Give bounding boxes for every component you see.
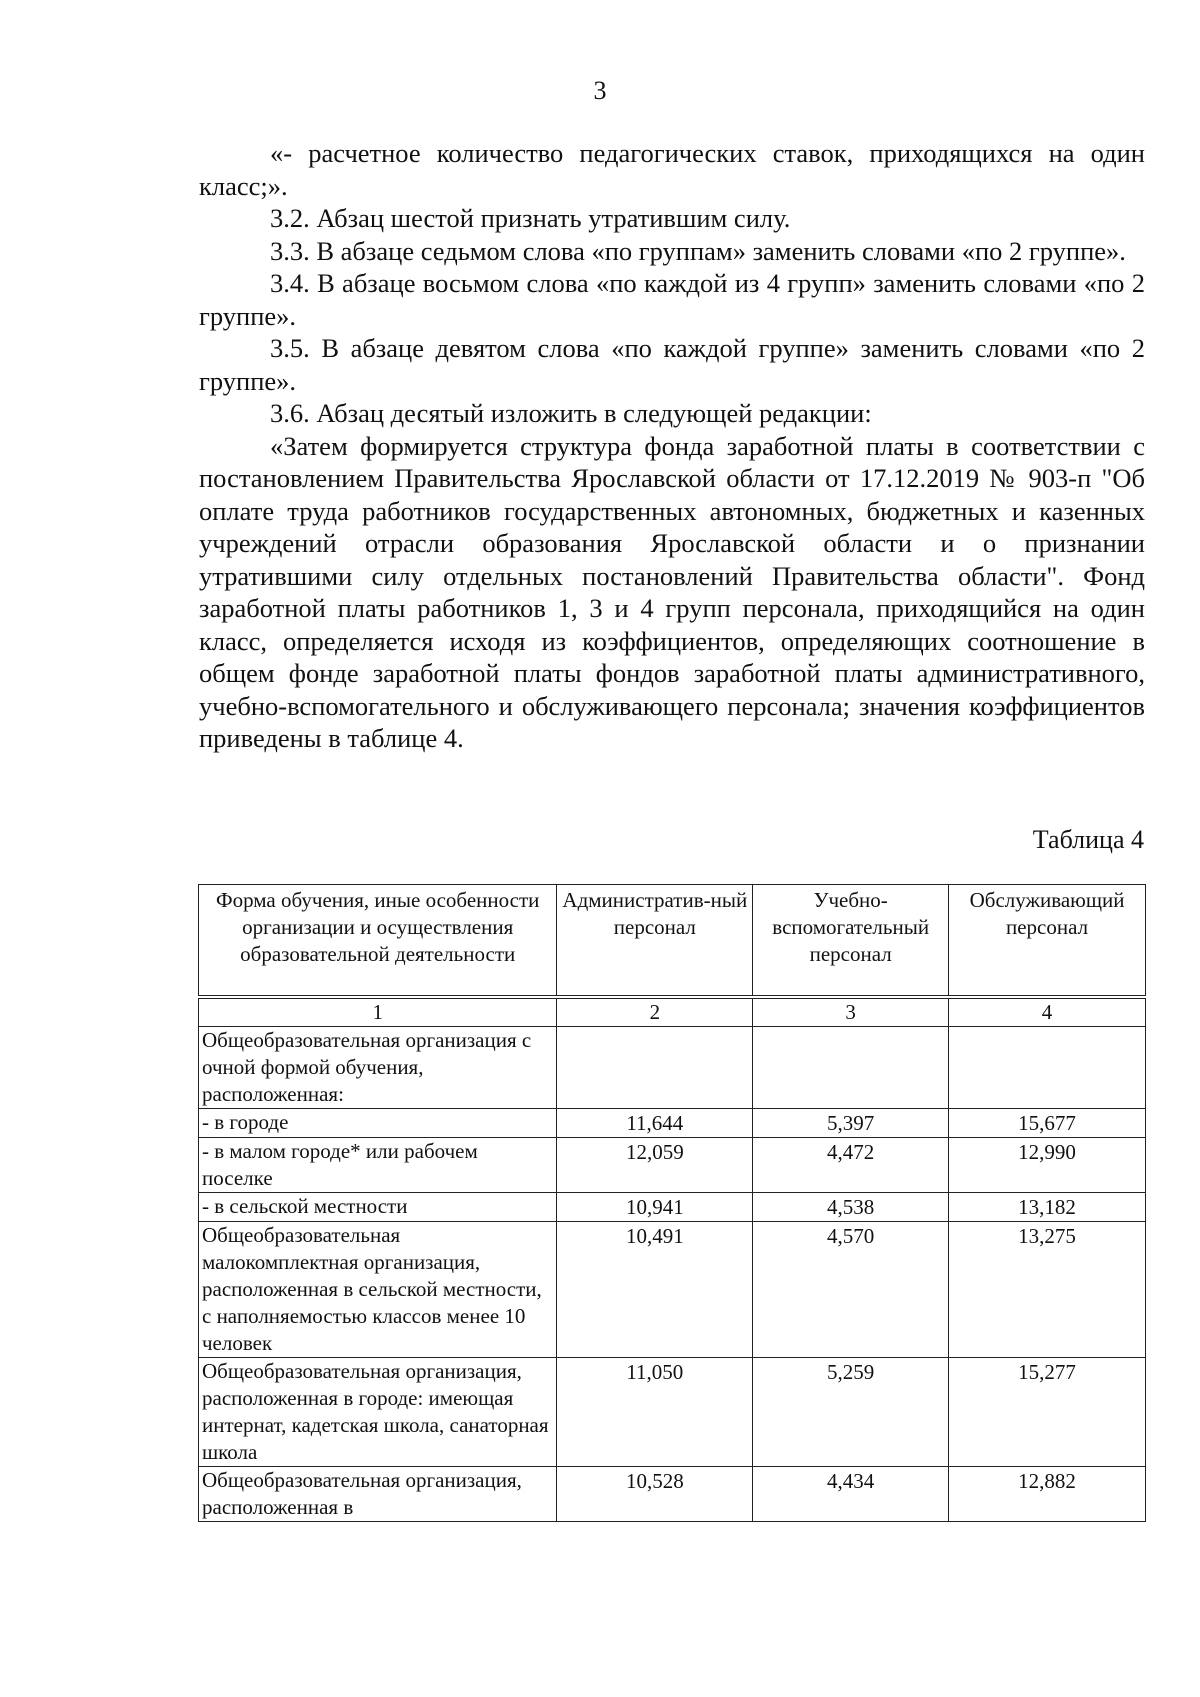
admin-value: 11,644 — [557, 1109, 753, 1138]
service-value — [949, 1027, 1146, 1109]
table-row — [199, 1358, 1146, 1467]
support-value: 4,538 — [753, 1193, 949, 1222]
table-header-row — [199, 885, 1146, 998]
paragraph-3-2: 3.2. Абзац шестой признать утратившим силу. — [270, 203, 791, 233]
header-service: Обслуживающий персонал — [949, 885, 1146, 998]
admin-value: 10,941 — [557, 1193, 753, 1222]
service-value: 15,277 — [949, 1358, 1146, 1467]
paragraph-3-6: 3.6. Абзац десятый изложить в следующей редакции: — [270, 398, 872, 428]
coefficients-table — [198, 884, 1146, 1522]
paragraph-quote: «Затем формируется структура фонда заработной платы в соответствии с постановлением Правительства Ярославской области от 17.12.2019 № 903-п "Об оплате труда работников государственных автономных, бюджетных и казенных учреждений отрасли образования Ярославской области и о признании утратившими силу отдельных постановлений Правительства области". Фонд заработной платы работников 1, 3 и 4 групп персонала, приходящийся на один класс, определяется исходя из коэффициентов, определяющих соотношение в общем фонде заработной платы фондов заработной платы административного, учебно-вспомогательного и обслуживающего персонала; значения коэффициентов приведены в таблице 4. — [199, 430, 1145, 753]
admin-value: 10,491 — [557, 1222, 753, 1358]
service-value: 12,882 — [949, 1467, 1146, 1522]
row-label: Общеобразовательная организация, расположенная в — [199, 1467, 557, 1522]
row-label: - в сельской местности — [199, 1193, 557, 1222]
column-number: 3 — [753, 997, 949, 1027]
table-row — [199, 1222, 1146, 1358]
paragraph-1: «- расчетное количество педагогических ставок, приходящихся на один класс;». — [199, 138, 1145, 201]
admin-value: 10,528 — [557, 1467, 753, 1522]
row-label: - в малом городе* или рабочем поселке — [199, 1138, 557, 1193]
paragraph-3-5: 3.5. В абзаце девятом слова «по каждой группе» заменить словами «по 2 группе». — [199, 333, 1145, 396]
document-body — [199, 137, 1145, 755]
support-value: 5,397 — [753, 1109, 949, 1138]
support-value: 5,259 — [753, 1358, 949, 1467]
header-support: Учебно-вспомогательный персонал — [753, 885, 949, 998]
table-row — [199, 1193, 1146, 1222]
column-number: 4 — [949, 997, 1146, 1027]
support-value: 4,472 — [753, 1138, 949, 1193]
row-label: Общеобразовательная организация с очной формой обучения, расположенная: — [199, 1027, 557, 1109]
service-value: 13,182 — [949, 1193, 1146, 1222]
service-value: 12,990 — [949, 1138, 1146, 1193]
table-row — [199, 1467, 1146, 1522]
header-admin: Административ-ный персонал — [557, 885, 753, 998]
admin-value: 11,050 — [557, 1358, 753, 1467]
support-value — [753, 1027, 949, 1109]
paragraph-3-4: 3.4. В абзаце восьмом слова «по каждой из 4 групп» заменить словами «по 2 группе». — [199, 268, 1145, 331]
admin-value — [557, 1027, 753, 1109]
table-row — [199, 1138, 1146, 1193]
admin-value: 12,059 — [557, 1138, 753, 1193]
service-value: 13,275 — [949, 1222, 1146, 1358]
table-row — [199, 1027, 1146, 1109]
header-form: Форма обучения, иные особенности организации и осуществления образовательной деятельности — [199, 885, 557, 998]
service-value: 15,677 — [949, 1109, 1146, 1138]
row-label: - в городе — [199, 1109, 557, 1138]
support-value: 4,570 — [753, 1222, 949, 1358]
table-caption: Таблица 4 — [1032, 825, 1144, 854]
support-value: 4,434 — [753, 1467, 949, 1522]
table-row — [199, 1109, 1146, 1138]
row-label: Общеобразовательная малокомплектная организация, расположенная в сельской местности, с наполняемостью классов менее 10 человек — [199, 1222, 557, 1358]
paragraph-3-3: 3.3. В абзаце седьмом слова «по группам» заменить словами «по 2 группе». — [270, 235, 1126, 266]
row-label: Общеобразовательная организация, расположенная в городе: имеющая интернат, кадетская школа, санаторная школа — [199, 1358, 557, 1467]
column-number-row — [199, 997, 1146, 1027]
column-number: 2 — [557, 997, 753, 1027]
page-number: 3 — [593, 76, 607, 105]
column-number: 1 — [199, 997, 557, 1027]
